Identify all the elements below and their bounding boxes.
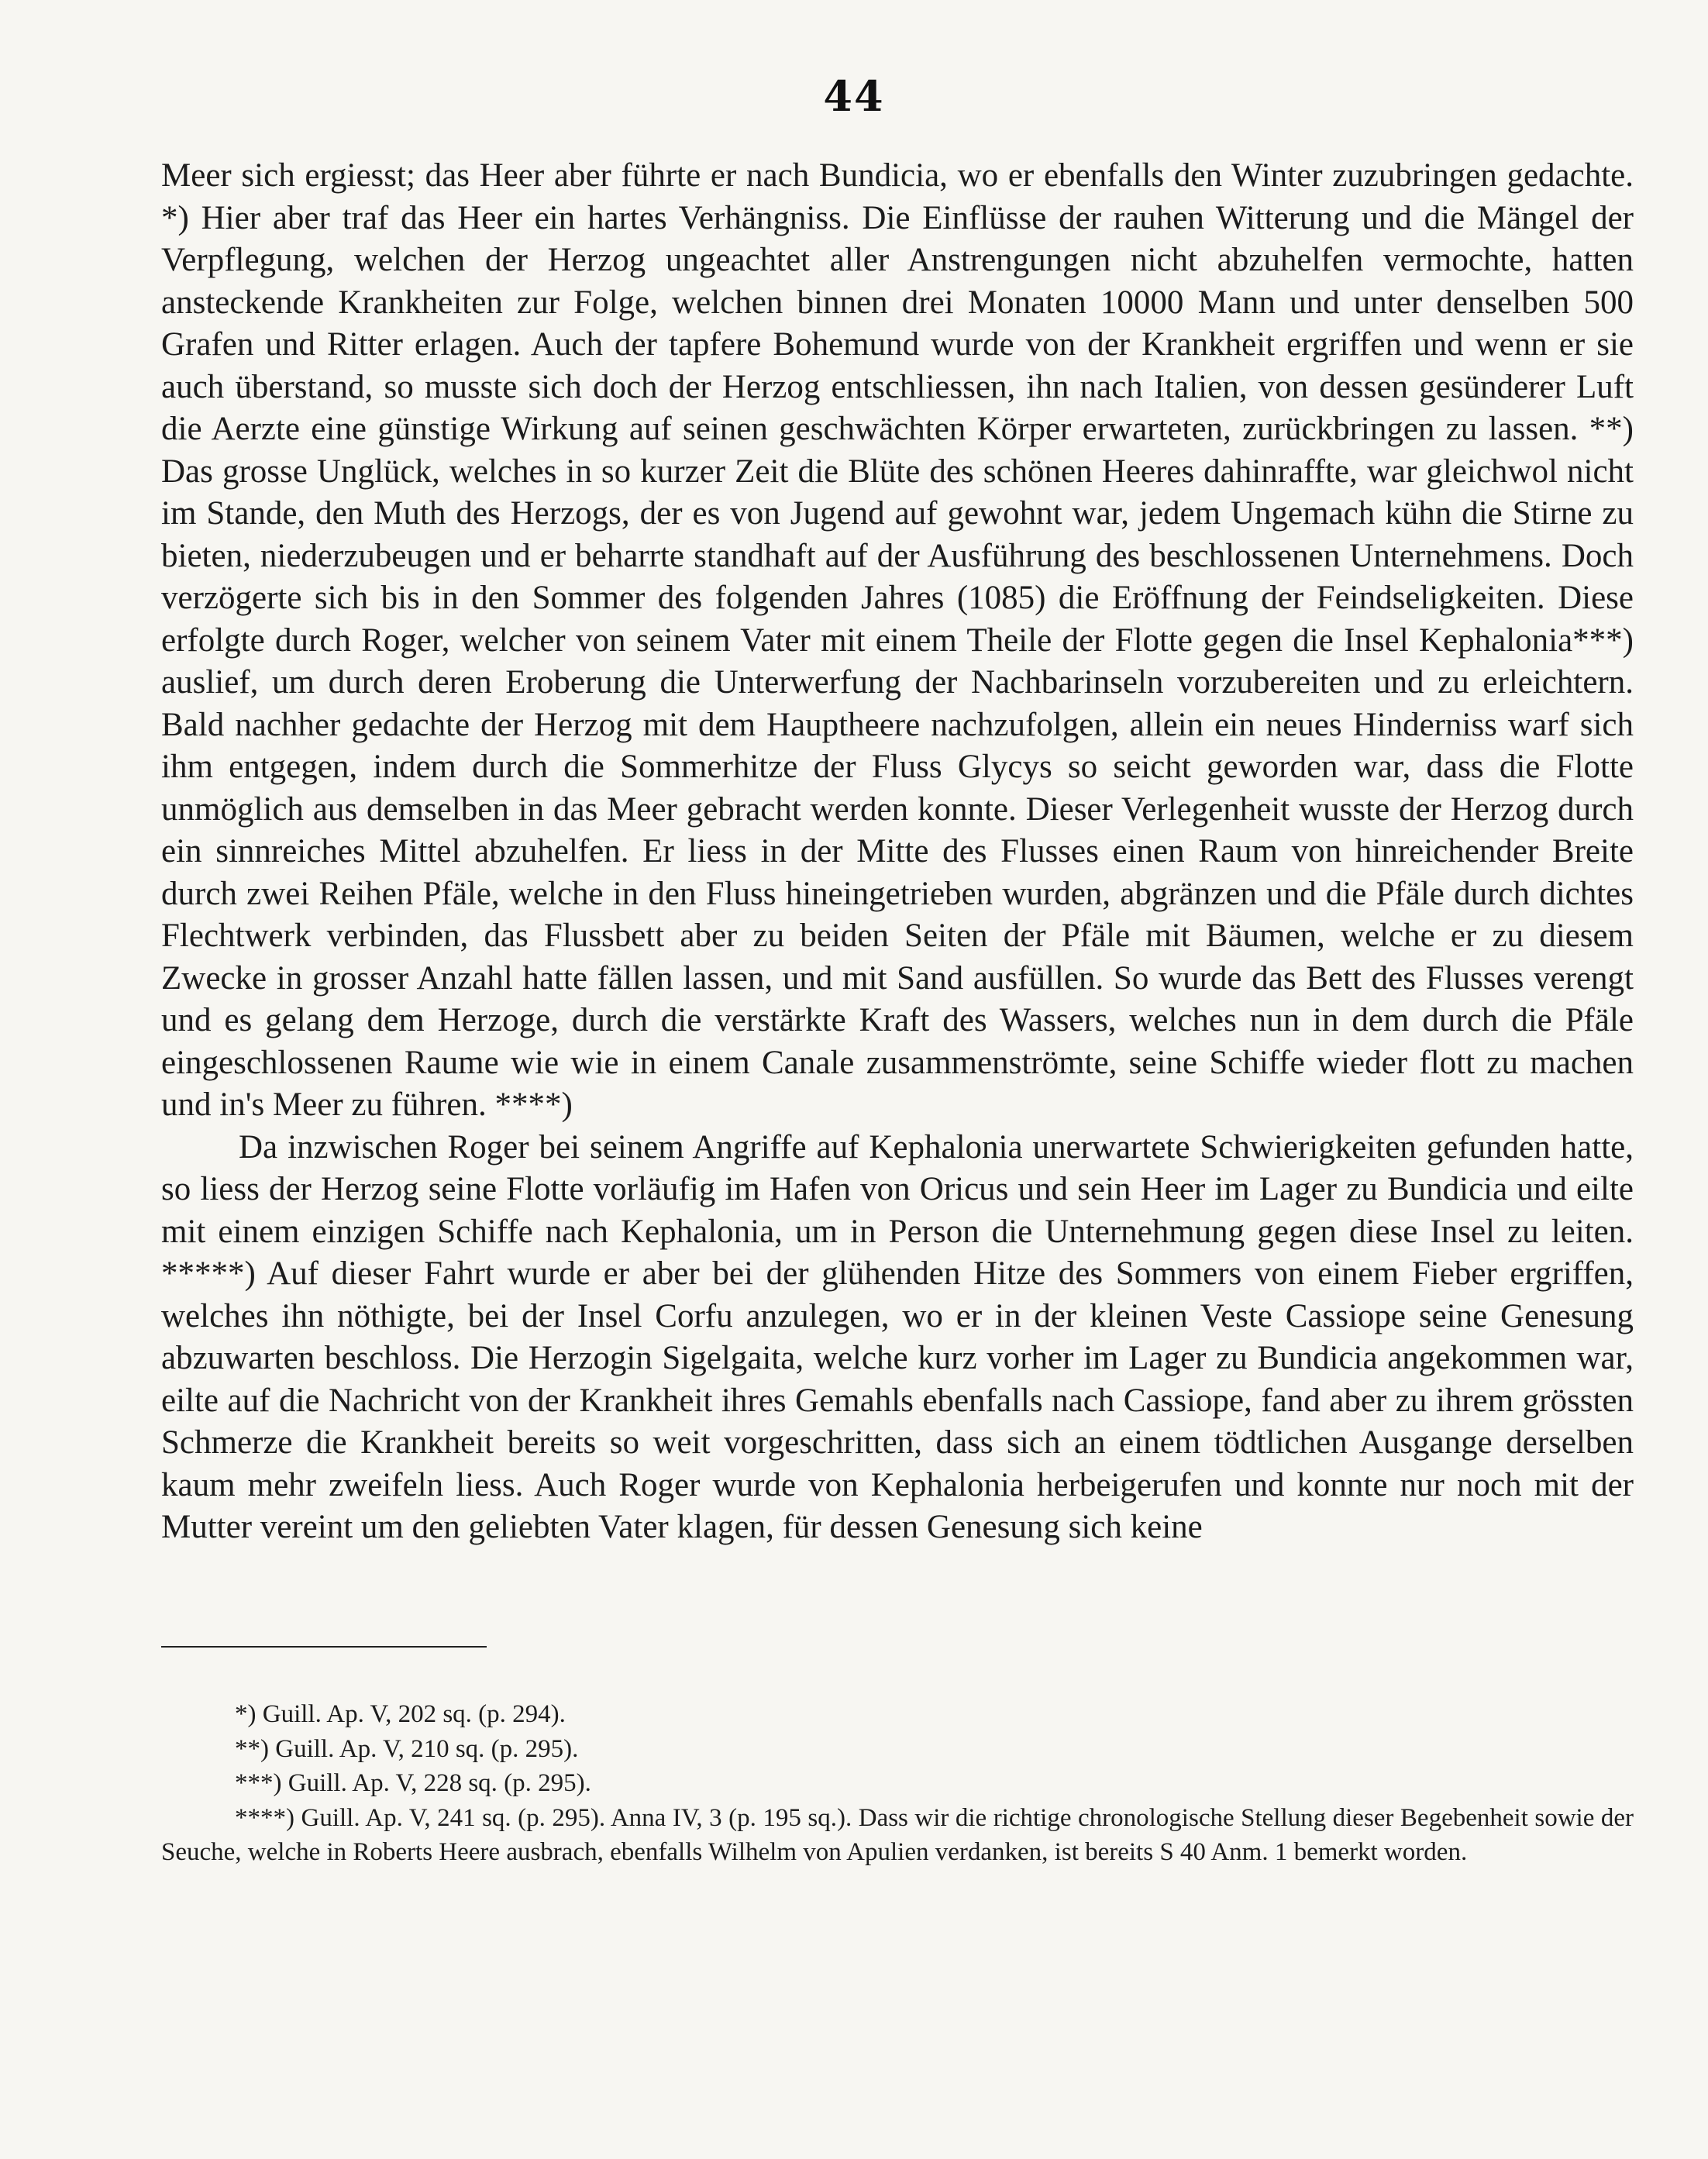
paragraph: Da inzwischen Roger bei seinem Angriffe auf Kephalonia unerwartete Schwierigkeiten gefunden hatte, so liess der Herzog seine Flotte vorläufig im Hafen von Oricus und sein Heer im Lager zu Bundicia und eilte mit einem einzigen Schiffe nach Kephalonia, um in Person die Unternehmung gegen diese Insel zu leiten. *****) Auf dieser Fahrt wurde er aber bei der glühenden Hitze des Sommers von einem Fieber ergriffen, welches ihn nöthigte, bei der Insel Corfu anzulegen, wo er in der kleinen Veste Cassiope seine Genesung abzuwarten beschloss. Die Herzogin Sigelgaita, welche kurz vorher im Lager zu Bundicia angekommen war, eilte auf die Nachricht von der Krankheit ihres Gemahls ebenfalls nach Cassiope, fand aber zu ihrem grössten Schmerze die Krankheit bereits so weit vorgeschritten, dass sich an einem tödtlichen Ausgange derselben kaum mehr zweifeln liess. Auch Roger wurde von Kephalonia herbeigerufen und konnte nur noch mit der Mutter vereint um den geliebten Vater klagen, für dessen Genesung sich keine xyxy=(161,1128,1634,1545)
footnote-divider xyxy=(161,1646,487,1648)
footnote: ****) Guill. Ap. V, 241 sq. (p. 295). Anna IV, 3 (p. 195 sq.). Dass wir die richtige chronologische Stellung dieser Begebenheit sowie der Seuche, welche in Roberts Heere ausbrach, ebenfalls Wilhelm von Apulien verdanken, ist bereits S 40 Anm. 1 bemerkt worden. xyxy=(161,1803,1634,1866)
footnotes xyxy=(161,1697,1634,1870)
body-text xyxy=(161,155,1634,1549)
footnote: ***) Guill. Ap. V, 228 sq. (p. 295). xyxy=(235,1769,591,1797)
footnote: *) Guill. Ap. V, 202 sq. (p. 294). xyxy=(235,1700,566,1728)
footnote: **) Guill. Ap. V, 210 sq. (p. 295). xyxy=(235,1734,579,1763)
page-number: 44 xyxy=(823,71,885,121)
paragraph: Meer sich ergiesst; das Heer aber führte er nach Bundicia, wo er ebenfalls den Winter zuzubringen gedachte. *) Hier aber traf das Heer ein hartes Verhängniss. Die Einflüsse der rauhen Witterung und die Mängel der Verpflegung, welchen der Herzog ungeachtet aller Anstrengungen nicht abzuhelfen vermochte, hatten ansteckende Krankheiten zur Folge, welchen binnen drei Monaten 10000 Mann und unter denselben 500 Grafen und Ritter erlagen. Auch der tapfere Bohemund wurde von der Krankheit ergriffen und wenn er sie auch überstand, so musste sich doch der Herzog entschliessen, ihn nach Italien, von dessen gesünderer Luft die Aerzte eine günstige Wirkung auf seinen geschwächten Körper erwarteten, zurückbringen zu lassen. **) Das grosse Unglück, welches in so kurzer Zeit die Blüte des schönen Heeres dahinraffte, war gleichwol nicht im Stande, den Muth des Herzogs, der es von Jugend auf gewohnt war, jedem Ungemach kühn die Stirne zu bieten, niederzubeugen und er beharrte standhaft auf der Ausführung des beschlossenen Unternehmens. Doch verzögerte sich bis in den Sommer des folgenden Jahres (1085) die Eröffnung der Feindseligkeiten. Diese erfolgte durch Roger, welcher von seinem Vater mit einem Theile der Flotte gegen die Insel Kephalonia***) auslief, um durch deren Eroberung die Unterwerfung der Nachbarinseln vorzubereiten und zu erleichtern. Bald nachher gedachte der Herzog mit dem Hauptheere nachzufolgen, allein ein neues Hinderniss warf sich ihm entgegen, indem durch die Sommerhitze der Fluss Glycys so seicht geworden war, dass die Flotte unmöglich aus demselben in das Meer gebracht werden konnte. Dieser Verlegenheit wusste der Herzog durch ein sinnreiches Mittel abzuhelfen. Er liess in der Mitte des Flusses einen Raum von hinreichender Breite durch zwei Reihen Pfäle, welche in den Fluss hineingetrieben wurden, abgränzen und die Pfäle durch dichtes Flechtwerk verbinden, das Flussbett aber zu beiden Seiten der Pfäle mit Bäumen, welche er zu diesem Zwecke in grosser Anzahl hatte fällen lassen, und mit Sand ausfüllen. So wurde das Bett des Flusses verengt und es gelang dem Herzoge, durch die verstärkte Kraft des Wassers, welches nun in dem durch die Pfäle eingeschlossenen Raume wie wie in einem Canale zusammenströmte, seine Schiffe wieder flott zu machen und in's Meer zu führen. ****) xyxy=(161,157,1634,1123)
